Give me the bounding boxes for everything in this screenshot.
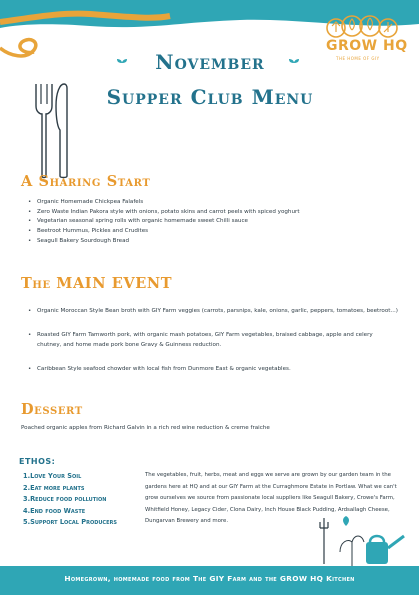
list-item: • Vegetarian seasonal spring rolls with organic homemade sweet Chilli sauce xyxy=(28,217,300,227)
ethos-item: 3.Reduce food pollution xyxy=(23,495,107,503)
section-title-dessert: Dessert xyxy=(21,401,83,418)
ethos-item: 1.Love Your Soil xyxy=(23,472,82,480)
ethos-list xyxy=(23,471,117,529)
ethos-title: ETHOS: xyxy=(19,457,56,466)
sprout-icon-right xyxy=(288,57,300,69)
logo-text: GROW HQ xyxy=(326,38,408,54)
ethos-item: 4.End food Waste xyxy=(23,506,86,515)
ethos-description: The vegetables, fruit, herbs, meat and eggs we serve are grown by our garden team in the gardens here at HQ and at our GIY Farm at the Curraghmore Estate in Portlaw. What we can't grow ourselves we source from passionate local suppliers like Seagull Bakery, Crowe's Farm, Whitfield Honey, Legacy Cider, Clona Dairy, Inch House Black Pudding, Ardsallagh Cheese, Dungarvan Brewery and more. xyxy=(145,472,397,524)
list-item: • Organic Moroccan Style Bean broth with GIY Farm veggies (carrots, parsnips, kale, onions, garlic, peppers, tomatoes, beetroot...) xyxy=(28,306,398,316)
dessert-description: Poached organic apples from Richard Galvin in a rich red wine reduction & creme fraiche xyxy=(21,425,270,431)
sprout-icon-left xyxy=(116,57,128,69)
list-item: • Caribbean Style seafood chowder with local fish from Dunmore East & organic vegetables. xyxy=(28,364,398,374)
section-title-main: The MAIN EVENT xyxy=(21,275,173,292)
list-item: • Seagull Bakery Sourdough Bread xyxy=(28,237,300,247)
menu-title-month: November xyxy=(155,50,265,74)
list-item: • Roasted GIY Farm Tamworth pork, with organic mash potatoes, GIY Farm vegetables, braised cabbage, apple and celery chutney, and home made pork bone Gravy & Guinness reduction. xyxy=(28,330,398,350)
gold-ribbon-decoration xyxy=(0,14,70,62)
section-title-sharing: A Sharing Start xyxy=(21,173,151,190)
menu-title: Supper Club Menu xyxy=(106,85,314,109)
footer-text: Homegrown, homemade food from The GIY Farm and the GROW HQ Kitchen xyxy=(64,574,355,583)
garden-tools-illustration xyxy=(310,512,410,572)
main-list xyxy=(28,306,398,388)
list-item: • Zero Waste Indian Pakora style with onions, potato skins and carrot peels with spiced yoghurt xyxy=(28,208,300,218)
ethos-item: 5.Support Local Producers xyxy=(23,518,117,526)
logo-subtext: THE HOME OF GIY xyxy=(336,56,380,61)
ethos-item: 2.Eat more plants xyxy=(23,483,85,492)
sharing-list xyxy=(28,198,300,247)
fork-knife-icon xyxy=(30,80,72,180)
list-item: • Organic Homemade Chickpea Falafels xyxy=(28,198,300,208)
list-item: • Beetroot Hummus, Pickles and Crudites xyxy=(28,227,300,237)
